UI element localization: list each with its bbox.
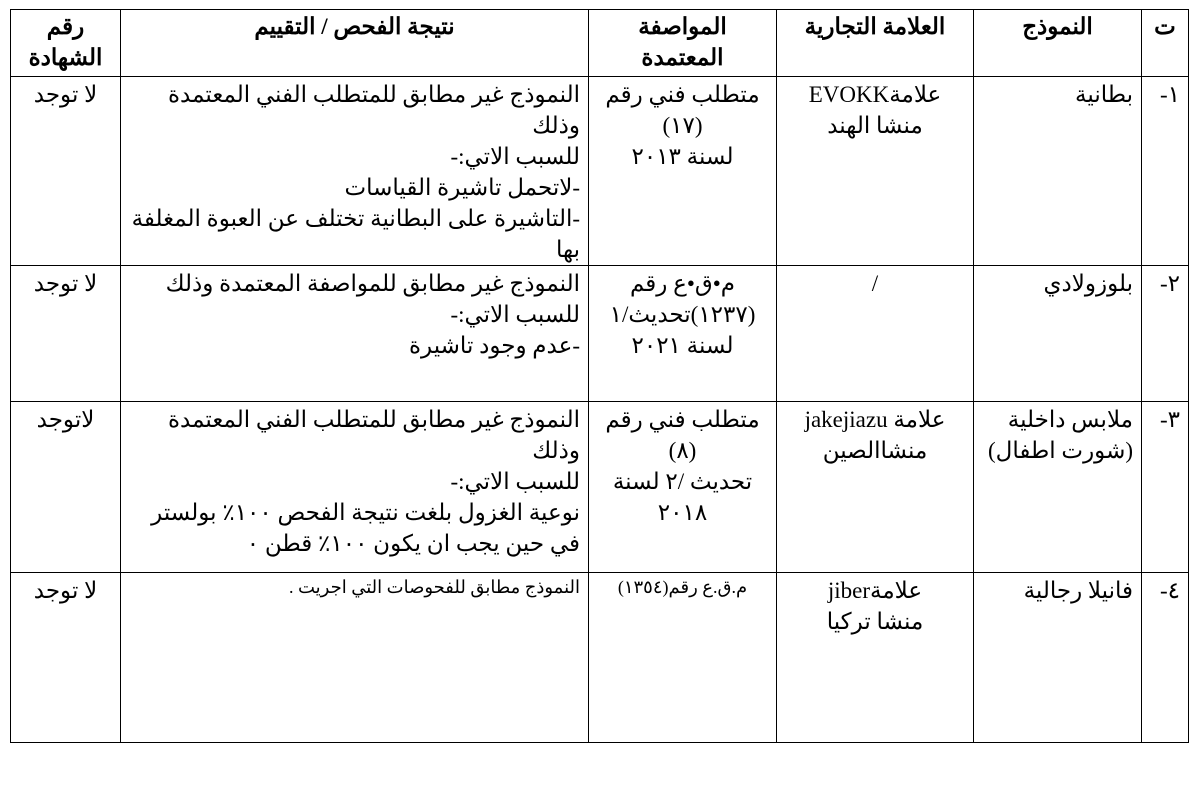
header-result: نتيجة الفحص / التقييم (121, 10, 589, 77)
cell-brand: علامة jakejiazu منشاالصين (777, 402, 974, 573)
cell-spec: متطلب فني رقم (١٧) لسنة ٢٠١٣ (589, 77, 777, 266)
header-model: النموذج (974, 10, 1142, 77)
cell-model: بلوزولادي (974, 266, 1142, 402)
cell-result: النموذج غير مطابق للمتطلب الفني المعتمدة وذلك للسبب الاتي:- -لاتحمل تاشيرة القياسات -التاشيرة على البطانية تختلف عن العبوة المغلفة بها (121, 77, 589, 266)
table-row (11, 573, 1189, 743)
cell-seq: ١- (1142, 77, 1189, 266)
header-brand: العلامة التجارية (777, 10, 974, 77)
cell-result: النموذج مطابق للفحوصات التي اجريت . (121, 573, 589, 743)
cell-seq: ٤- (1142, 573, 1189, 743)
cell-seq: ٣- (1142, 402, 1189, 573)
cell-brand: علامةjiber منشا تركيا (777, 573, 974, 743)
table-row (11, 402, 1189, 573)
cell-cert: لا توجد (11, 266, 121, 402)
cell-seq: ٢- (1142, 266, 1189, 402)
cell-model: ملابس داخلية (شورت اطفال) (974, 402, 1142, 573)
cell-cert: لاتوجد (11, 402, 121, 573)
cell-spec: م.ق.ع رقم(١٣٥٤) (589, 573, 777, 743)
header-seq: ت (1142, 10, 1189, 77)
table-row (11, 266, 1189, 402)
cell-brand: / (777, 266, 974, 402)
header-cert: رقم الشهادة (11, 10, 121, 77)
header-spec: المواصفة المعتمدة (589, 10, 777, 77)
cell-spec: متطلب فني رقم (٨) تحديث /٢ لسنة ٢٠١٨ (589, 402, 777, 573)
cell-result: النموذج غير مطابق للمواصفة المعتمدة وذلك للسبب الاتي:- -عدم وجود تاشيرة (121, 266, 589, 402)
cell-cert: لا توجد (11, 77, 121, 266)
cell-brand: علامةEVOKK منشا الهند (777, 77, 974, 266)
header-row (11, 10, 1189, 77)
table-row (11, 77, 1189, 266)
cell-model: فانيلا رجالية (974, 573, 1142, 743)
cell-result: النموذج غير مطابق للمتطلب الفني المعتمدة وذلك للسبب الاتي:- نوعية الغزول بلغت نتيجة الفحص ١٠٠٪ بولستر في حين يجب ان يكون ١٠٠٪ قطن ٠ (121, 402, 589, 573)
cell-cert: لا توجد (11, 573, 121, 743)
cell-spec: م•ق•ع رقم (١٢٣٧)تحديث/١ لسنة ٢٠٢١ (589, 266, 777, 402)
cell-model: بطانية (974, 77, 1142, 266)
inspection-results-table (10, 9, 1189, 743)
